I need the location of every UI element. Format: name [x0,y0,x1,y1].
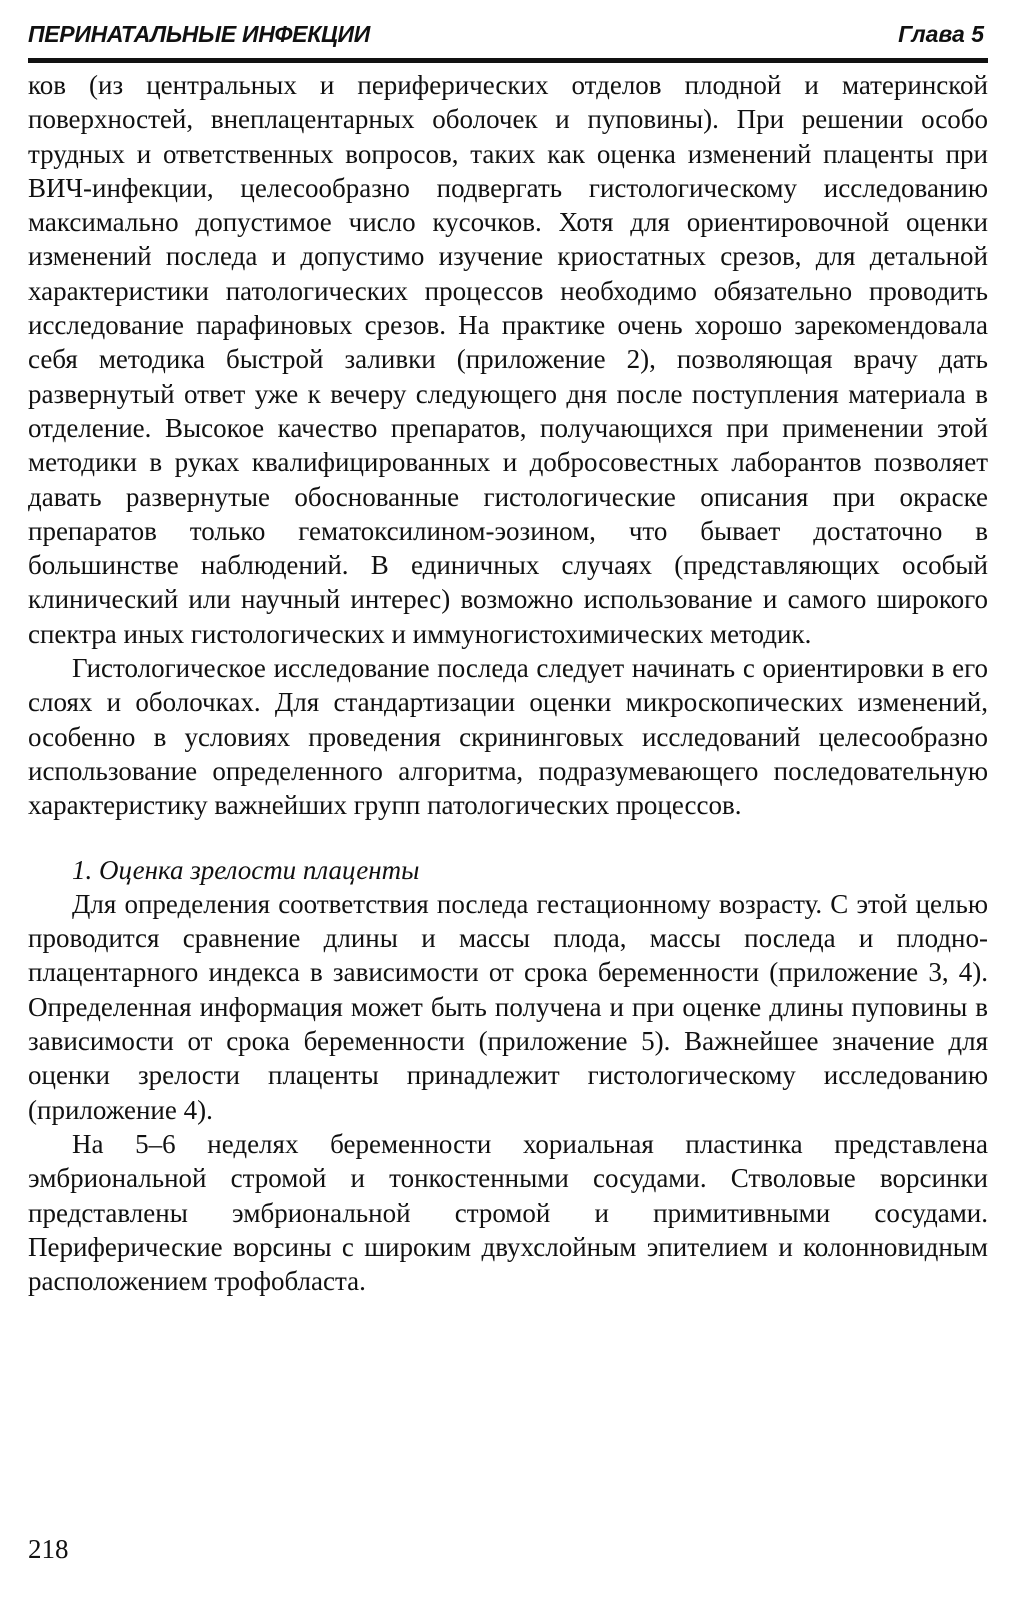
page-number: 218 [28,1534,69,1564]
running-header [28,18,988,50]
paragraph-continued: ков (из центральных и периферических отделов плодной и материнской поверхностей, внеплацентарных оболочек и пуповины). При решении особо трудных и ответственных вопросов, таких как оценка изменений плаценты при ВИЧ-инфекции, целесообразно подвергать гистологическому исследованию максимально допустимое число кусочков. Хотя для ориентировочной оценки изменений последа и допустимо изучение криостатных срезов, для детальной характеристики патологических процессов необходимо обязательно проводить исследование парафиновых срезов. На практике очень хорошо зарекомендовала себя методика быстрой заливки (приложение 2), позволяющая врачу дать развернутый ответ уже к вечеру следующего дня после поступления материала в отделение. Высокое качество препаратов, получающихся при применении этой методики в руках квалифицированных и добросовестных лаборантов позволяет давать развернутые обоснованные гистологические описания при окраске препаратов только гематоксилином-эозином, что бывает достаточно в большинстве наблюдений. В единичных случаях (представляющих особый клинический или научный интерес) возможно использование и самого широкого спектра иных гистологических и иммуногистохимических методик. [28,70,988,649]
body-text [28,68,988,1298]
header-rule [28,58,988,63]
paragraph: Гистологическое исследование последа следует начинать с ориентировки в его слоях и оболочках. Для стандартизации оценки микроскопических изменений, особенно в условиях проведения скрининговых исследований целесообразно использование определенного алгоритма, подразумевающего последовательную характеристику важнейших групп патологических процессов. [28,653,988,821]
paragraph: На 5–6 неделях беременности хориальная пластинка представлена эмбриональной стромой и тонкостенными сосудами. Стволовые ворсинки представлены эмбриональной стромой и примитивными сосудами. Периферические ворсины с широким двухслойным эпителием и колонновидным расположением трофобласта. [28,1128,988,1297]
paragraph: Для определения соответствия последа гестационному возрасту. С этой целью проводится сравнение длины и массы плода, массы последа и плодно-плацентарного индекса в зависимости от срока беременности (приложение 3, 4). Определенная информация может быть получена и при оценке длины пуповины в зависимости от срока беременности (приложение 5). Важнейшее значение для оценки зрелости плаценты принадлежит гистологическому исследованию (приложение 4). [28,888,988,1125]
section-spacer [28,823,988,853]
book-page [28,18,988,1578]
chapter-label: Глава 5 [898,21,984,47]
running-title: ПЕРИНАТАЛЬНЫЕ ИНФЕКЦИИ [28,21,370,47]
section-heading: 1. Оценка зрелости плаценты [72,854,420,885]
